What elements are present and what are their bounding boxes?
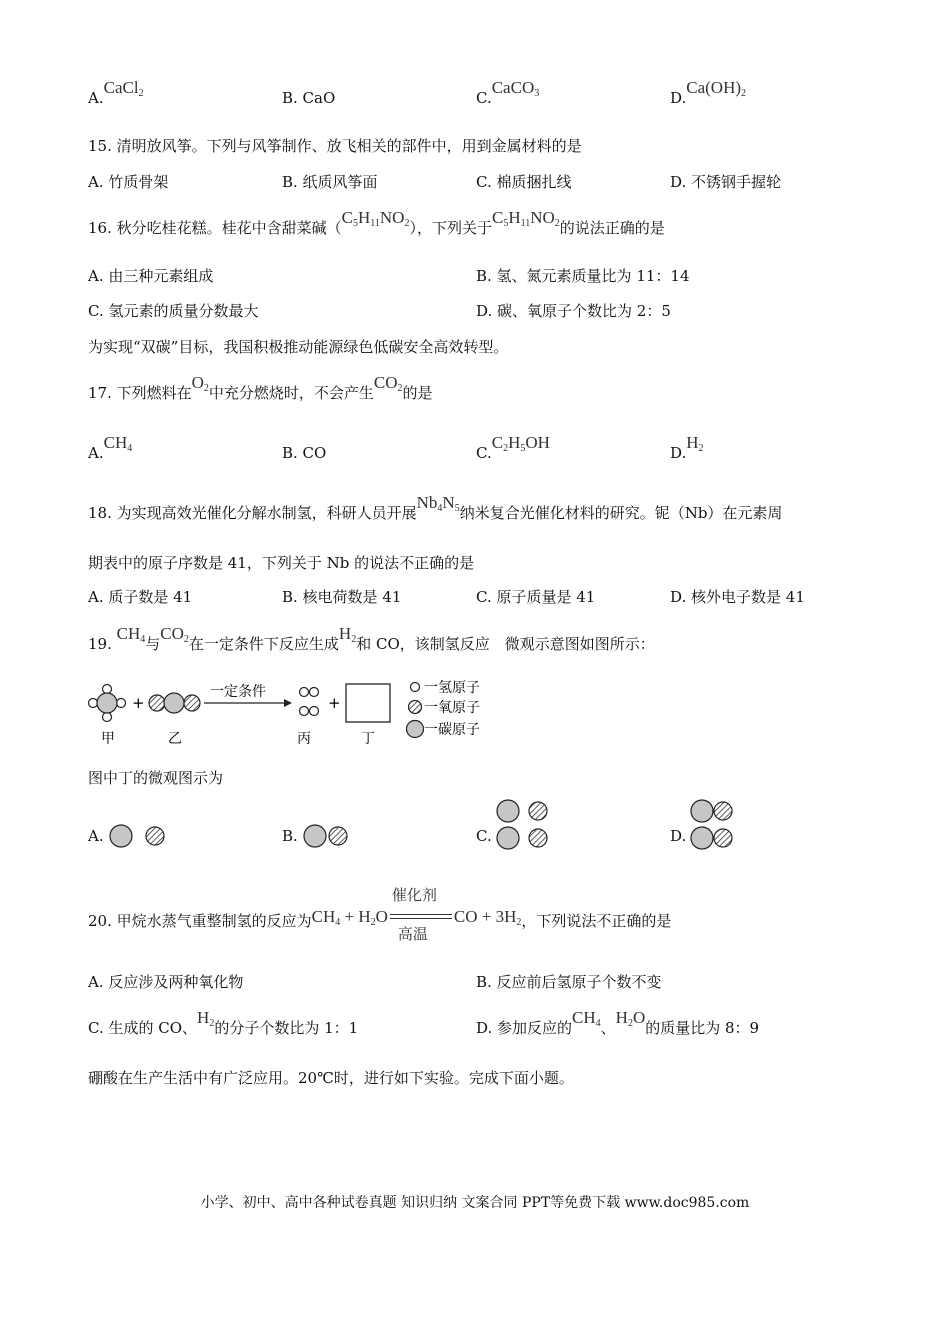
- unknown-product-box: [346, 684, 390, 722]
- q19-option-b-label: B.: [282, 827, 298, 845]
- q16-option-d: D. 碳、氧原子个数比为 2：5: [476, 302, 671, 320]
- q19-option-c-figure: [494, 798, 554, 852]
- q18-stem-line2: 期表中的原子序数是 41，下列关于 Nb 的说法不正确的是: [88, 554, 475, 572]
- q19-option-d-figure: [688, 798, 744, 852]
- formula: $C_2H_5OH$: [491, 433, 550, 454]
- q19-option-c-label: C.: [476, 827, 492, 845]
- formula: CaCl$_2$: [103, 78, 144, 99]
- q18-option-b: B. 核电荷数是 41: [282, 588, 402, 606]
- q17-option-b: B. CO: [282, 444, 327, 462]
- intro-shuangtan: 为实现“双碳”目标，我国积极推动能源绿色低碳安全高效转型。: [88, 338, 509, 356]
- q16-option-b: B. 氢、氮元素质量比为 11：14: [476, 267, 690, 285]
- formula: CaCO$_3$: [491, 78, 540, 99]
- formula: $Ca(OH)_2$: [686, 78, 747, 99]
- q14-option-d: $D.Ca(OH)_2$: [670, 78, 747, 107]
- q20-stem: 20. 甲烷水蒸气重整制氢的反应为$CH_4 + H_2O$ 催化剂 高温 CO + $3H_2$，下列说法不正确的是: [88, 886, 672, 943]
- label-jia: 甲: [101, 731, 115, 747]
- formula: $Nb_4N_5$: [416, 493, 460, 514]
- q19-option-a-label: A.: [88, 827, 104, 845]
- q16-stem: 16. 秋分吃桂花糕。桂花中含甜菜碱$(C_5H_{11}NO_2)$，下列关于$C_5H_{11}NO_2$的说法正确的是: [88, 208, 665, 237]
- q20-option-d: D. 参加反应的$CH_4$、$H_2O$的质量比为 8：9: [476, 1008, 760, 1037]
- plus-sign: +: [132, 694, 145, 712]
- co2-molecule: [149, 693, 200, 713]
- q17-option-c: $C.C_2H_5OH$: [476, 433, 550, 462]
- formula: CO + $3H_2$: [453, 907, 522, 928]
- ch4-molecule: [89, 685, 126, 722]
- q18-option-c: C. 原子质量是 41: [476, 588, 596, 606]
- label-bing: 丙: [297, 731, 311, 747]
- q19-option-d-label: D.: [670, 827, 687, 845]
- q14-option-b: B. CaO: [282, 89, 336, 107]
- q19-prompt: 图中丁的微观图示为: [88, 769, 224, 787]
- q20-option-a: A. 反应涉及两种氧化物: [88, 973, 244, 991]
- formula: $C_5H_{11}NO_2$: [491, 208, 560, 229]
- formula: $H_2$: [197, 1008, 215, 1029]
- q18-stem-line1: 18. 为实现高效光催化分解水制氢，科研人员开展$Nb_4N_5$纳米复合光催化材料的研究。铌（Nb）在元素周: [88, 493, 783, 522]
- q19-reaction-diagram: [84, 672, 504, 752]
- formula: $CO_2$: [373, 373, 403, 394]
- q14-option-a: A.CaCl$_2$: [88, 78, 144, 107]
- q17-option-d: $D.H_2$: [670, 433, 704, 462]
- h2-molecules: [300, 688, 319, 716]
- formula: $H_2$: [338, 624, 357, 645]
- q16-option-c: C. 氢元素的质量分数最大: [88, 302, 259, 320]
- reaction-condition: [388, 886, 454, 943]
- legend-hydrogen: 一氢原子: [424, 680, 480, 696]
- formula: $CO_2$: [160, 624, 189, 645]
- q18-option-d: D. 核外电子数是 41: [670, 588, 805, 606]
- q17-option-a: $A.CH_4$: [88, 433, 133, 462]
- formula: $CH_4$: [572, 1008, 601, 1029]
- label-yi: 乙: [168, 731, 182, 747]
- q20-option-b: B. 反应前后氢原子个数不变: [476, 973, 662, 991]
- q15-option-a: A. 竹质骨架: [88, 173, 169, 191]
- formula: $O_2$: [191, 373, 209, 394]
- q15-option-b: B. 纸质风筝面: [282, 173, 378, 191]
- label-ding: 丁: [361, 731, 375, 747]
- q15-option-c: C. 棉质捆扎线: [476, 173, 572, 191]
- q15-option-d: D. 不锈钢手握轮: [670, 173, 782, 191]
- temperature-label: 高温: [397, 925, 428, 943]
- formula: $H_2O$: [615, 1008, 646, 1029]
- arrow-head-icon: [284, 699, 292, 707]
- catalyst-label: 催化剂: [391, 886, 437, 904]
- formula: $CH_4 + H_2O$: [311, 907, 388, 928]
- q20-option-c: C. 生成的 CO、$H_2$的分子个数比为 1：1: [88, 1008, 359, 1037]
- intro-boric-acid: 硼酸在生产生活中有广泛应用。20℃时，进行如下实验。完成下面小题。: [88, 1069, 574, 1087]
- condition-label: 一定条件: [210, 684, 266, 700]
- q19-stem: 19. $CH_4$与$CO_2$在一定条件下反应生成$H_2$和 CO，该制氢反应 微观示意图如图所示：: [88, 624, 655, 653]
- formula: $CH_4$: [116, 624, 146, 645]
- q19-option-b-figure: [298, 822, 354, 850]
- q16-option-a: A. 由三种元素组成: [88, 267, 214, 285]
- q18-option-a: A. 质子数是 41: [88, 588, 193, 606]
- q17-stem: 17. 下列燃料在$O_2$中充分燃烧时，不会产生$CO_2$的是: [88, 373, 433, 402]
- q15-stem: 15. 清明放风筝。下列与风筝制作、放飞相关的部件中，用到金属材料的是: [88, 137, 582, 155]
- formula: $H_2$: [686, 433, 704, 454]
- formula: $C_5H_{11}NO_2$: [341, 208, 410, 229]
- legend-oxygen: 一氧原子: [424, 700, 480, 716]
- plus-sign: +: [328, 694, 341, 712]
- formula: $CH_4$: [103, 433, 133, 454]
- q14-option-c: C.CaCO$_3$: [476, 78, 540, 107]
- q19-option-a-figure: [104, 822, 168, 850]
- legend: [407, 680, 481, 738]
- page-footer: 小学、初中、高中各种试卷真题 知识归纳 文案合同 PPT等免费下载 www.doc985.com: [200, 1195, 750, 1211]
- legend-carbon: 一碳原子: [424, 722, 480, 738]
